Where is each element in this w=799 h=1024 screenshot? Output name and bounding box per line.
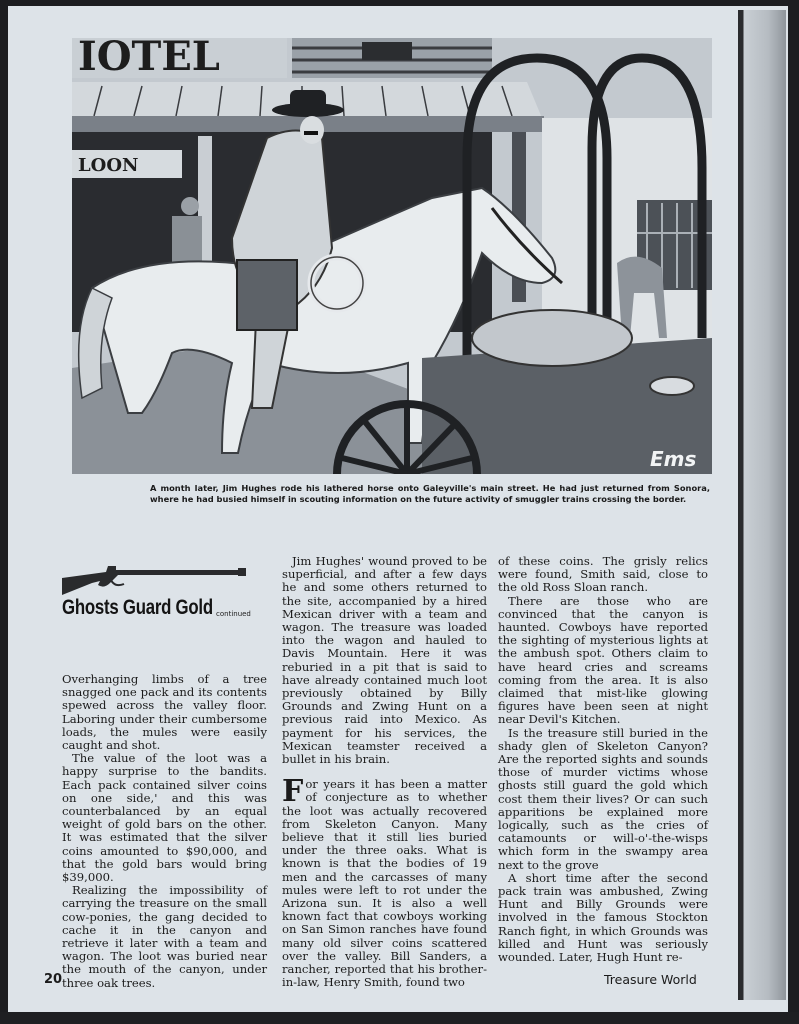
paragraph: A short time after the second pack train was ambushed, Zwing Hunt and Billy Grounds were involved in the famous Stockton Ranch fight, in which Grounds was killed and Hunt was seriously wounded. Later, Hugh Hunt re- [498,870,708,965]
paragraph-text: or years it has been a matter of conjecture as to whether the loot was actually recovered from Skeleton Canyon. Many believe that it still lies buried under the three oaks. What is known is that the bodies of 19 men and the carcasses of many mules were left to rot under the Arizona sun. It is also a well known fact that cowboys working on San Simon ranches have found many old silver coins scattered over the valley. Bill Sanders, a rancher, reported that his brother-in-law, Henry Smith, found two [282,777,487,990]
illustration-caption: A month later, Jim Hughes rode his lathered horse onto Galeyville's main street. He had just returned from Sonora, where he had busied himself in scouting information on the future activity of smuggler trains crossing the border. [150,483,710,504]
drop-cap: F [282,774,304,810]
article-column-1 [62,673,267,990]
illustration-cowboy-on-horse [72,38,712,474]
paragraph: Jim Hughes' wound proved to be superficial, and after a few days he and some others returned to the site, accompanied by a hired Mexican driver with a team and wagon. The treasure was loaded into the wagon and hauled to Davis Mountain. Here it was reburied in a pit that is said to have already contained much loot previously obtained by Billy Grounds and Zwing Hunt on a previous raid into Mexico. As payment for his services, the Mexican teamster received a bullet in his brain. [282,554,487,767]
article-title: Ghosts Guard Gold [62,596,213,619]
paragraph: Is the treasure still buried in the shady glen of Skeleton Canyon? Are the reported sights and sounds those of murder victims whose ghosts still guard the gold which cost them their lives? Or can such apparitions be explained more logically, such as the cries of catamounts or will-o'-the-wisps which form in the swampy area next to the grove [498,725,708,872]
rifle-icon [60,560,252,596]
paragraph: The value of the loot was a happy surprise to the bandits. Each pack contained silver coins on one side,' and this was counterbalanced by an equal weight of gold bars on the other. It was estimated that the silver coins amounted to $90,000, and that the gold bars would bring $39,000. [62,751,267,885]
page-fold-shadow [738,10,786,1000]
paragraph: of these coins. The grisly relics were found, Smith said, close to the old Ross Sloan ranch. [498,554,708,595]
magazine-name: Treasure World [604,972,697,987]
paragraph: Overhanging limbs of a tree snagged one pack and its contents spewed across the valley floor. Laboring under their cumbersome loads, the mules were easily caught and shot. [62,672,267,753]
paragraph: There are those who are convinced that the canyon is haunted. Cowboys have reported the sighting of mysterious lights at the ambush spot. Others claim to have heard cries and screams coming from the area. It is also claimed that mist-like glowing figures have been seen at night near Devil's Kitchen. [498,593,708,727]
paragraph-with-dropcap [282,774,487,990]
scan-edge-shadow [0,1012,799,1024]
article-column-3 [498,555,708,964]
paragraph: Realizing the impossibility of carrying the treasure on the small cow-ponies, the gang decided to cache it in the canyon and retrieve it later with a team and wagon. The loot was buried near the mouth of the canyon, under three oak trees. [62,883,267,990]
article-column-2 [282,555,487,990]
page-number: 20 [44,972,63,987]
saloon-sign-text: LOON [78,155,139,176]
artist-signature: Ems [650,447,697,471]
illustration-drawing [72,38,712,474]
hotel-sign-text: IOTEL [78,38,220,80]
continued-label: continued [216,610,251,618]
article-heading [62,596,251,620]
